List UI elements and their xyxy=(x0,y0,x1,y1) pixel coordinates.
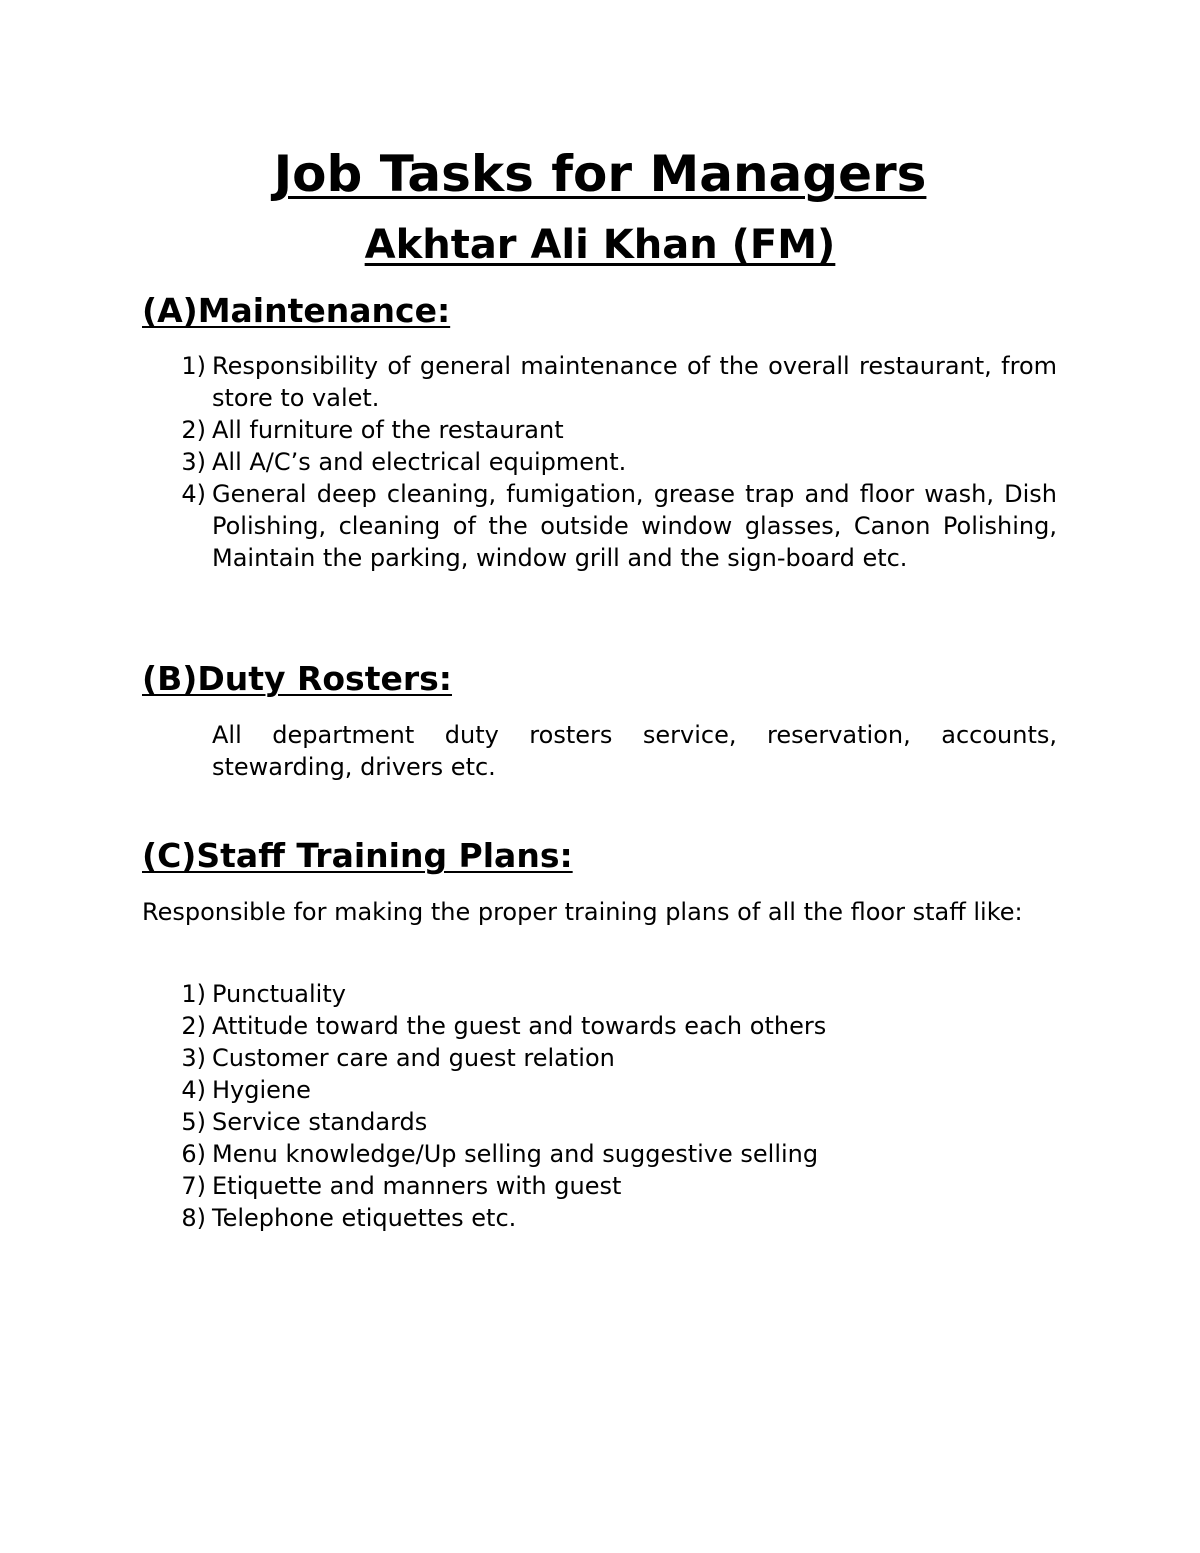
list-item-text: Customer care and guest relation xyxy=(212,1044,615,1072)
list-item-text: Telephone etiquettes etc. xyxy=(212,1204,517,1232)
section-c-list xyxy=(142,978,1057,1234)
list-item-text: All A/C’s and electrical equipment. xyxy=(212,448,627,476)
list-item-number: 5) xyxy=(181,1108,206,1136)
list-item-text: Hygiene xyxy=(212,1076,311,1104)
list-item-number: 2) xyxy=(181,416,206,444)
section-c-body xyxy=(142,896,1057,928)
list-item-text: Menu knowledge/Up selling and suggestive selling xyxy=(212,1140,819,1168)
list-item-text: General deep cleaning, fumigation, grease trap and floor wash, Dish Polishing, cleaning of the outside window glasses, Canon Polishing, Maintain the parking, window grill and the sign-board etc. xyxy=(212,480,1057,572)
list-item xyxy=(142,1074,1057,1106)
list-item-number: 7) xyxy=(181,1172,206,1200)
section-c-heading: (C)Staff Training Plans: xyxy=(142,836,573,875)
page-title: Job Tasks for Managers xyxy=(273,145,927,203)
section-a-heading: (A)Maintenance: xyxy=(142,291,451,330)
list-item xyxy=(142,1170,1057,1202)
list-item-text: Service standards xyxy=(212,1108,428,1136)
section-b-heading: (B)Duty Rosters: xyxy=(142,659,452,698)
list-item-text: Etiquette and manners with guest xyxy=(212,1172,622,1200)
list-item xyxy=(142,1138,1057,1170)
list-item-number: 3) xyxy=(181,448,206,476)
list-item-number: 4) xyxy=(181,1076,206,1104)
list-item-text: Attitude toward the guest and towards each others xyxy=(212,1012,827,1040)
list-item-number: 1) xyxy=(181,980,206,1008)
section-c-intro: Responsible for making the proper training plans of all the floor staff like: xyxy=(142,898,1023,926)
section-a-list xyxy=(142,350,1057,574)
list-item-number: 6) xyxy=(181,1140,206,1168)
section-b-body xyxy=(142,719,1057,783)
list-item-number: 4) xyxy=(181,480,206,508)
list-item xyxy=(142,1106,1057,1138)
list-item xyxy=(142,414,1057,446)
list-item xyxy=(142,1010,1057,1042)
section-a-list-container xyxy=(142,350,1057,574)
list-item xyxy=(142,978,1057,1010)
list-item xyxy=(142,350,1057,414)
section-b-text: All department duty rosters service, reservation, accounts, stewarding, drivers etc. xyxy=(212,721,1057,781)
list-item-number: 3) xyxy=(181,1044,206,1072)
list-item-number: 8) xyxy=(181,1204,206,1232)
list-item xyxy=(142,478,1057,574)
list-item xyxy=(142,1042,1057,1074)
list-item-number: 1) xyxy=(181,352,206,380)
page-subtitle: Akhtar Ali Khan (FM) xyxy=(364,222,836,268)
list-item-text: Responsibility of general maintenance of the overall restaurant, from store to valet. xyxy=(212,352,1057,412)
list-item xyxy=(142,446,1057,478)
section-c-list-container xyxy=(142,978,1057,1234)
list-item-text: Punctuality xyxy=(212,980,346,1008)
list-item-text: All furniture of the restaurant xyxy=(212,416,564,444)
list-item xyxy=(142,1202,1057,1234)
list-item-number: 2) xyxy=(181,1012,206,1040)
